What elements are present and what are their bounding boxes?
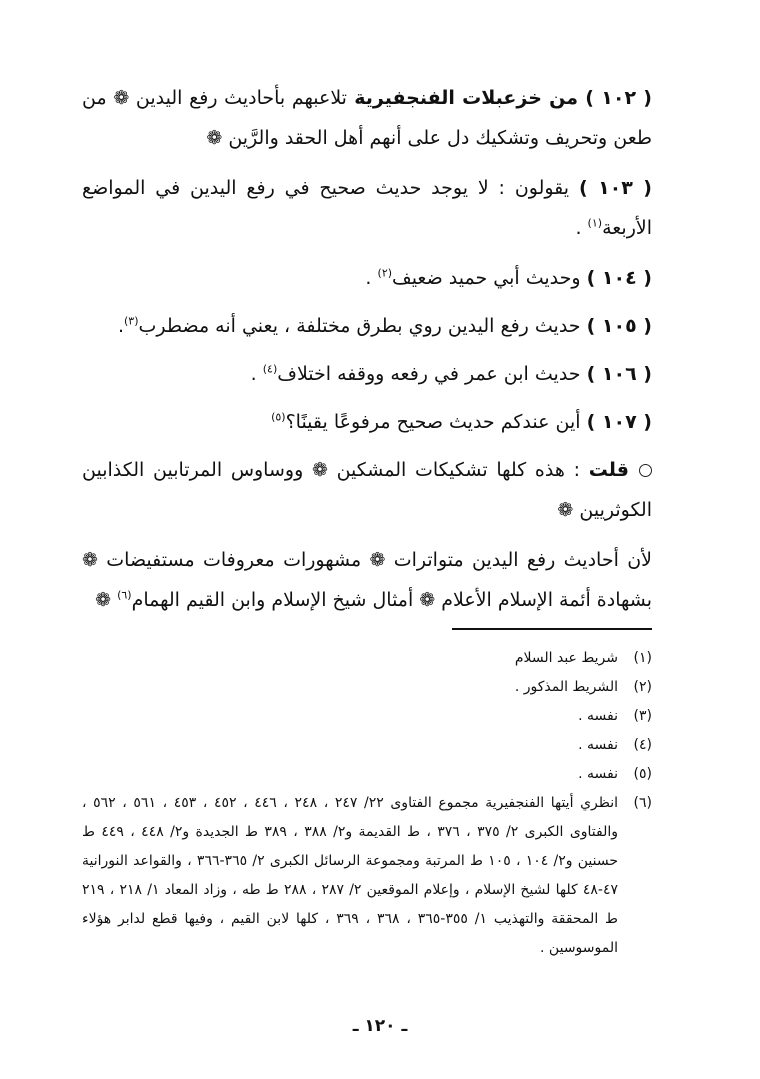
footnote-ref[interactable]: (٦) — [117, 588, 132, 602]
paragraph-103 — [82, 168, 652, 248]
footnote-text: انظري أيتها الفنجفيرية مجموع الفتاوى ٢٢/ ٢٤٧ ، ٢٤٨ ، ٤٤٦ ، ٤٥٢ ، ٤٥٣ ، ٥٦١ ، ٥٦٢ ، والفتاوى الكبرى ٢/ ٣٧٥ ، ٣٧٦ ، ط القديمة و٢/ ٣٨٨ ، ٣٨٩ ط الجديدة و٢/ ٤٤٨ ، ٤٤٩ ط حسنين و٢/ ١٠٤ ، ١٠٥ ط المرتبة ومجموعة الرسائل الكبرى ٢/ ٣٦٥-٣٦٦ ، والقواعد النورانية ٤٧-٤٨ كلها لشيخ الإسلام ، وإعلام الموقعين ٢/ ٢٨٧ ، ٢٨٨ ط طه ، وزاد المعاد ١/ ٢١٨ ، ٢١٩ ط المحققة والتهذيب ١/ ٣٥٥-٣٦٥ ، ٣٦٨ ، ٣٦٩ ، كلها لابن القيم ، وفيها قطع لدابر هؤلاء الموسوسين . — [82, 795, 619, 956]
footnote-number: (٢) — [633, 679, 652, 695]
main-text — [82, 78, 652, 630]
paragraph-number: ( ١٠٤ ) — [586, 267, 652, 289]
footnote-text: نفسه . — [578, 766, 618, 782]
paragraph-text: حديث رفع اليدين روي بطرق مختلفة ، يعني أنه مضطرب — [138, 315, 587, 337]
closing-text: لأن أحاديث رفع اليدين متواترات ❁ مشهورات معروفات مستفيضات ❁ بشهادة أئمة الإسلام الأعلام ❁ أمثال شيخ الإسلام وابن القيم الهمام — [82, 549, 652, 611]
footnote-ref[interactable]: (٢) — [377, 266, 393, 280]
qultu-label: قلت — [588, 459, 629, 481]
footnote-6 — [82, 789, 652, 963]
paragraph-tail: . — [117, 315, 124, 337]
paragraph-text: تلاعبهم بأحاديث رفع اليدين ❁ من طعن وتحريف وتشكيك دل على أنهم أهل الحقد والرَّين ❁ — [82, 87, 652, 149]
footnote-ref[interactable]: (٥) — [271, 410, 286, 424]
paragraph-tail: . — [250, 363, 263, 385]
paragraph-text: حديث ابن عمر في رفعه ووقفه اختلاف — [277, 363, 587, 385]
paragraph-number: ( ١٠٥ ) — [586, 315, 652, 337]
footnotes-section — [82, 644, 652, 963]
footnote-3 — [82, 702, 652, 731]
paragraph-105 — [82, 306, 652, 346]
footnote-4 — [82, 731, 652, 760]
footnote-1 — [82, 644, 652, 673]
paragraph-tail: . — [365, 267, 378, 289]
footnote-ref[interactable]: (٣) — [124, 314, 139, 328]
footnote-number: (٤) — [633, 737, 652, 753]
paragraph-text: يقولون : لا يوجد حديث صحيح في رفع اليدين في المواضع الأربعة — [82, 177, 652, 239]
footnote-ref[interactable]: (١) — [587, 216, 603, 230]
footnote-divider — [452, 628, 652, 630]
footnote-text: الشريط المذكور . — [514, 679, 618, 695]
footnote-number: (٥) — [633, 766, 652, 782]
closing-paragraph — [82, 540, 652, 620]
paragraph-104 — [82, 258, 652, 298]
footnote-text: نفسه . — [578, 708, 618, 724]
footnote-text: نفسه . — [578, 737, 618, 753]
qultu-text: : هذه كلها تشكيكات المشكين ❁ ووساوس المرتابين الكذابين الكوثريين ❁ — [82, 459, 652, 521]
footnote-2 — [82, 673, 652, 702]
paragraph-tail: . — [575, 217, 588, 239]
paragraph-106 — [82, 354, 652, 394]
footnote-ref[interactable]: (٤) — [262, 362, 278, 376]
footnote-number: (١) — [633, 650, 652, 666]
closing-tail: ❁ — [95, 589, 118, 611]
circle-bullet-icon — [639, 464, 652, 477]
footnote-5 — [82, 760, 652, 789]
page-number: ـ ١٢٠ ـ — [352, 1016, 408, 1036]
footnote-number: (٣) — [633, 708, 652, 724]
paragraph-number: ( ١٠٢ ) — [585, 87, 652, 109]
footnote-text: شريط عبد السلام — [514, 650, 618, 666]
paragraph-bold-lead: من خزعبلات الفنجفيرية — [346, 87, 586, 109]
paragraph-number: ( ١٠٣ ) — [578, 177, 652, 199]
paragraph-text: أين عندكم حديث صحيح مرفوعًا يقينًا؟ — [285, 411, 587, 433]
paragraph-number: ( ١٠٧ ) — [586, 411, 652, 433]
footnote-number: (٦) — [633, 795, 652, 811]
paragraph-107 — [82, 402, 652, 442]
paragraph-102 — [82, 78, 652, 158]
qultu-paragraph — [82, 450, 652, 530]
paragraph-number: ( ١٠٦ ) — [586, 363, 652, 385]
paragraph-text: وحديث أبي حميد ضعيف — [392, 267, 587, 289]
